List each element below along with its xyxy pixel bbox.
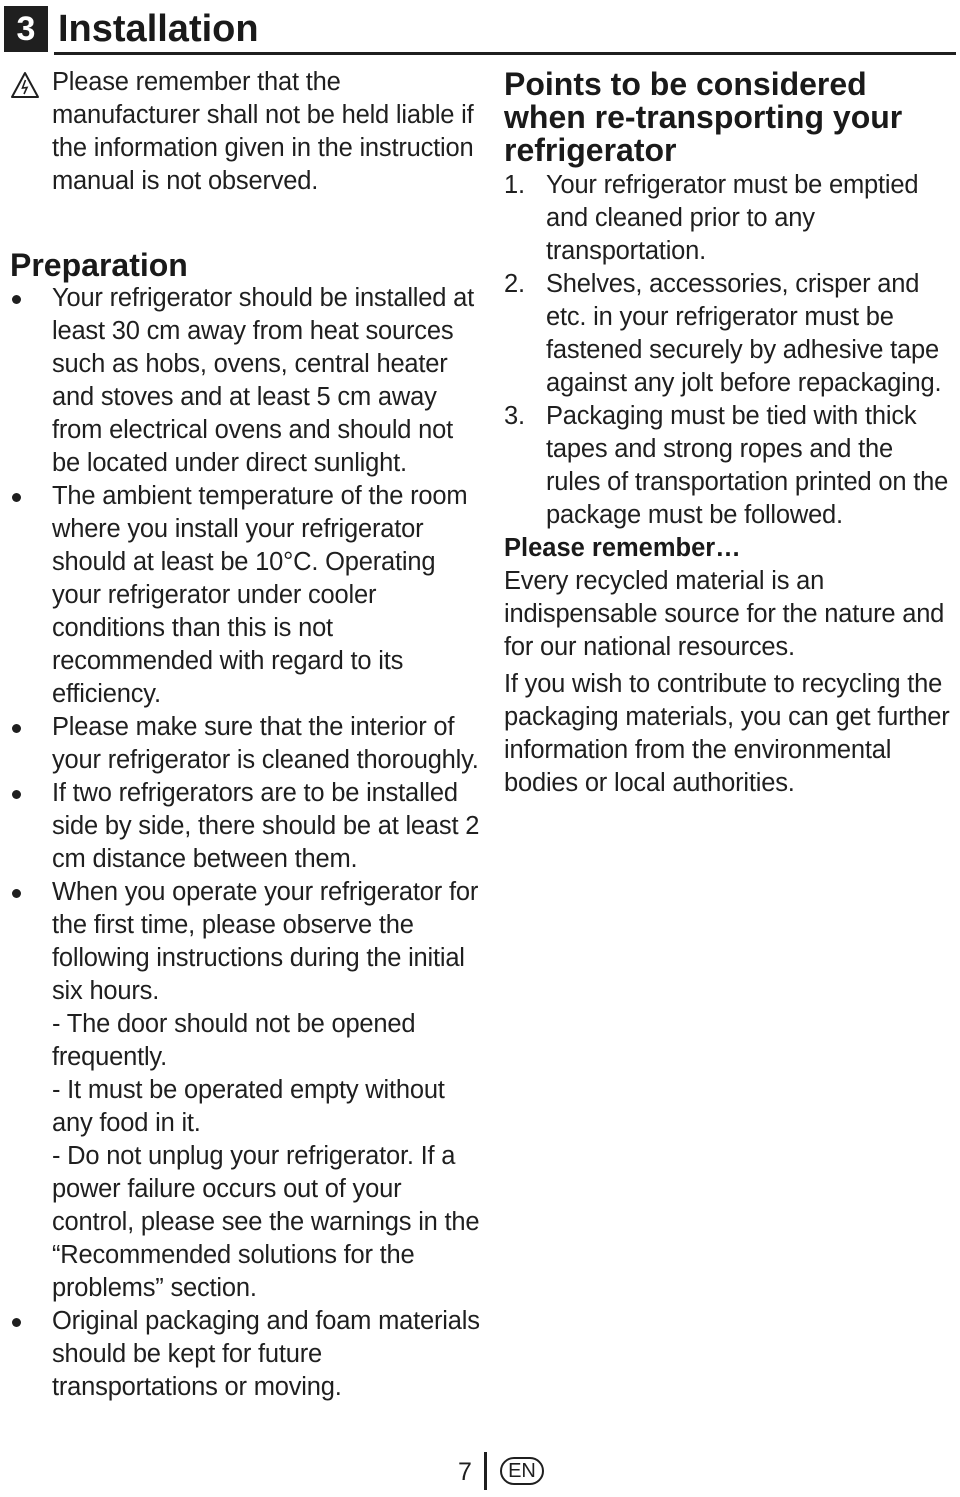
list-item — [10, 777, 480, 876]
item-number: 3. — [504, 402, 525, 430]
bullet-icon — [12, 724, 21, 733]
warning-triangle-icon — [10, 71, 40, 99]
list-item-text: The ambient temperature of the room where you install your refrigerator should at least be 10°C. Operating your refrigerator under cooler conditions than this is not recommended with regard to its efficiency. — [52, 482, 468, 708]
list-item — [10, 282, 480, 480]
list-item-text: When you operate your refrigerator for the first time, please observe the following instructions during the initial six hours. — [52, 878, 479, 1005]
right-column — [504, 68, 952, 800]
remember-heading: Please remember… — [504, 534, 741, 562]
list-item — [504, 268, 952, 400]
warning-note — [10, 66, 480, 198]
left-column — [10, 64, 480, 1404]
list-item-text: Original packaging and foam materials should be kept for future transportations or moving. — [52, 1307, 480, 1401]
list-item — [10, 1305, 480, 1404]
sub-instruction: - The door should not be opened frequently. — [52, 1010, 416, 1071]
bullet-icon — [12, 1318, 21, 1327]
chapter-header — [4, 6, 956, 54]
language-badge: EN — [500, 1457, 544, 1485]
bullet-icon — [12, 493, 21, 502]
page-number: 7 — [458, 1458, 472, 1486]
item-number: 2. — [504, 270, 525, 298]
page-footer — [458, 1452, 558, 1492]
chapter-title: Installation — [58, 8, 259, 50]
bullet-icon — [12, 790, 21, 799]
item-number: 1. — [504, 171, 525, 199]
footer-rule — [484, 1452, 487, 1490]
bullet-icon — [12, 295, 21, 304]
header-rule — [54, 52, 956, 55]
list-item — [10, 711, 480, 777]
list-item — [504, 400, 952, 532]
sub-instruction: - It must be operated empty without any food in it. — [52, 1076, 445, 1137]
list-item-text: If two refrigerators are to be installed side by side, there should be at least 2 cm distance between them. — [52, 779, 480, 873]
transport-list — [504, 169, 952, 532]
warning-text: Please remember that the manufacturer shall not be held liable if the information given in the instruction manual is not observed. — [52, 68, 474, 195]
sub-instruction: - Do not unplug your refrigerator. If a power failure occurs out of your control, please see the warnings in the “Recommended solutions for the problems” section. — [52, 1142, 480, 1302]
list-item-text: Shelves, accessories, crisper and etc. in your refrigerator must be fastened securely by adhesive tape against any jolt before repackaging. — [546, 270, 942, 397]
list-item-text: Your refrigerator must be emptied and cleaned prior to any transportation. — [546, 171, 919, 265]
list-item — [504, 169, 952, 268]
chapter-number: 3 — [4, 6, 48, 52]
list-item-text: Your refrigerator should be installed at least 30 cm away from heat sources such as hobs, ovens, central heater and stoves and at least 5 cm away from electrical ovens and should not be located under direct sunlight. — [52, 284, 474, 477]
transport-heading: Points to be considered when re-transporting your refrigerator — [504, 66, 903, 168]
bullet-icon — [12, 889, 21, 898]
list-item-text: Please make sure that the interior of your refrigerator is cleaned thoroughly. — [52, 713, 479, 774]
list-item — [10, 876, 480, 1305]
list-item-text: Packaging must be tied with thick tapes and strong ropes and the rules of transportation printed on the package must be followed. — [546, 402, 949, 529]
preparation-heading: Preparation — [10, 247, 188, 283]
recycling-paragraph: If you wish to contribute to recycling the packaging materials, you can get further information from the environmental bodies or local authorities. — [504, 670, 950, 797]
recycling-paragraph: Every recycled material is an indispensable source for the nature and for our national resources. — [504, 567, 945, 661]
preparation-list — [10, 282, 480, 1404]
list-item — [10, 480, 480, 711]
